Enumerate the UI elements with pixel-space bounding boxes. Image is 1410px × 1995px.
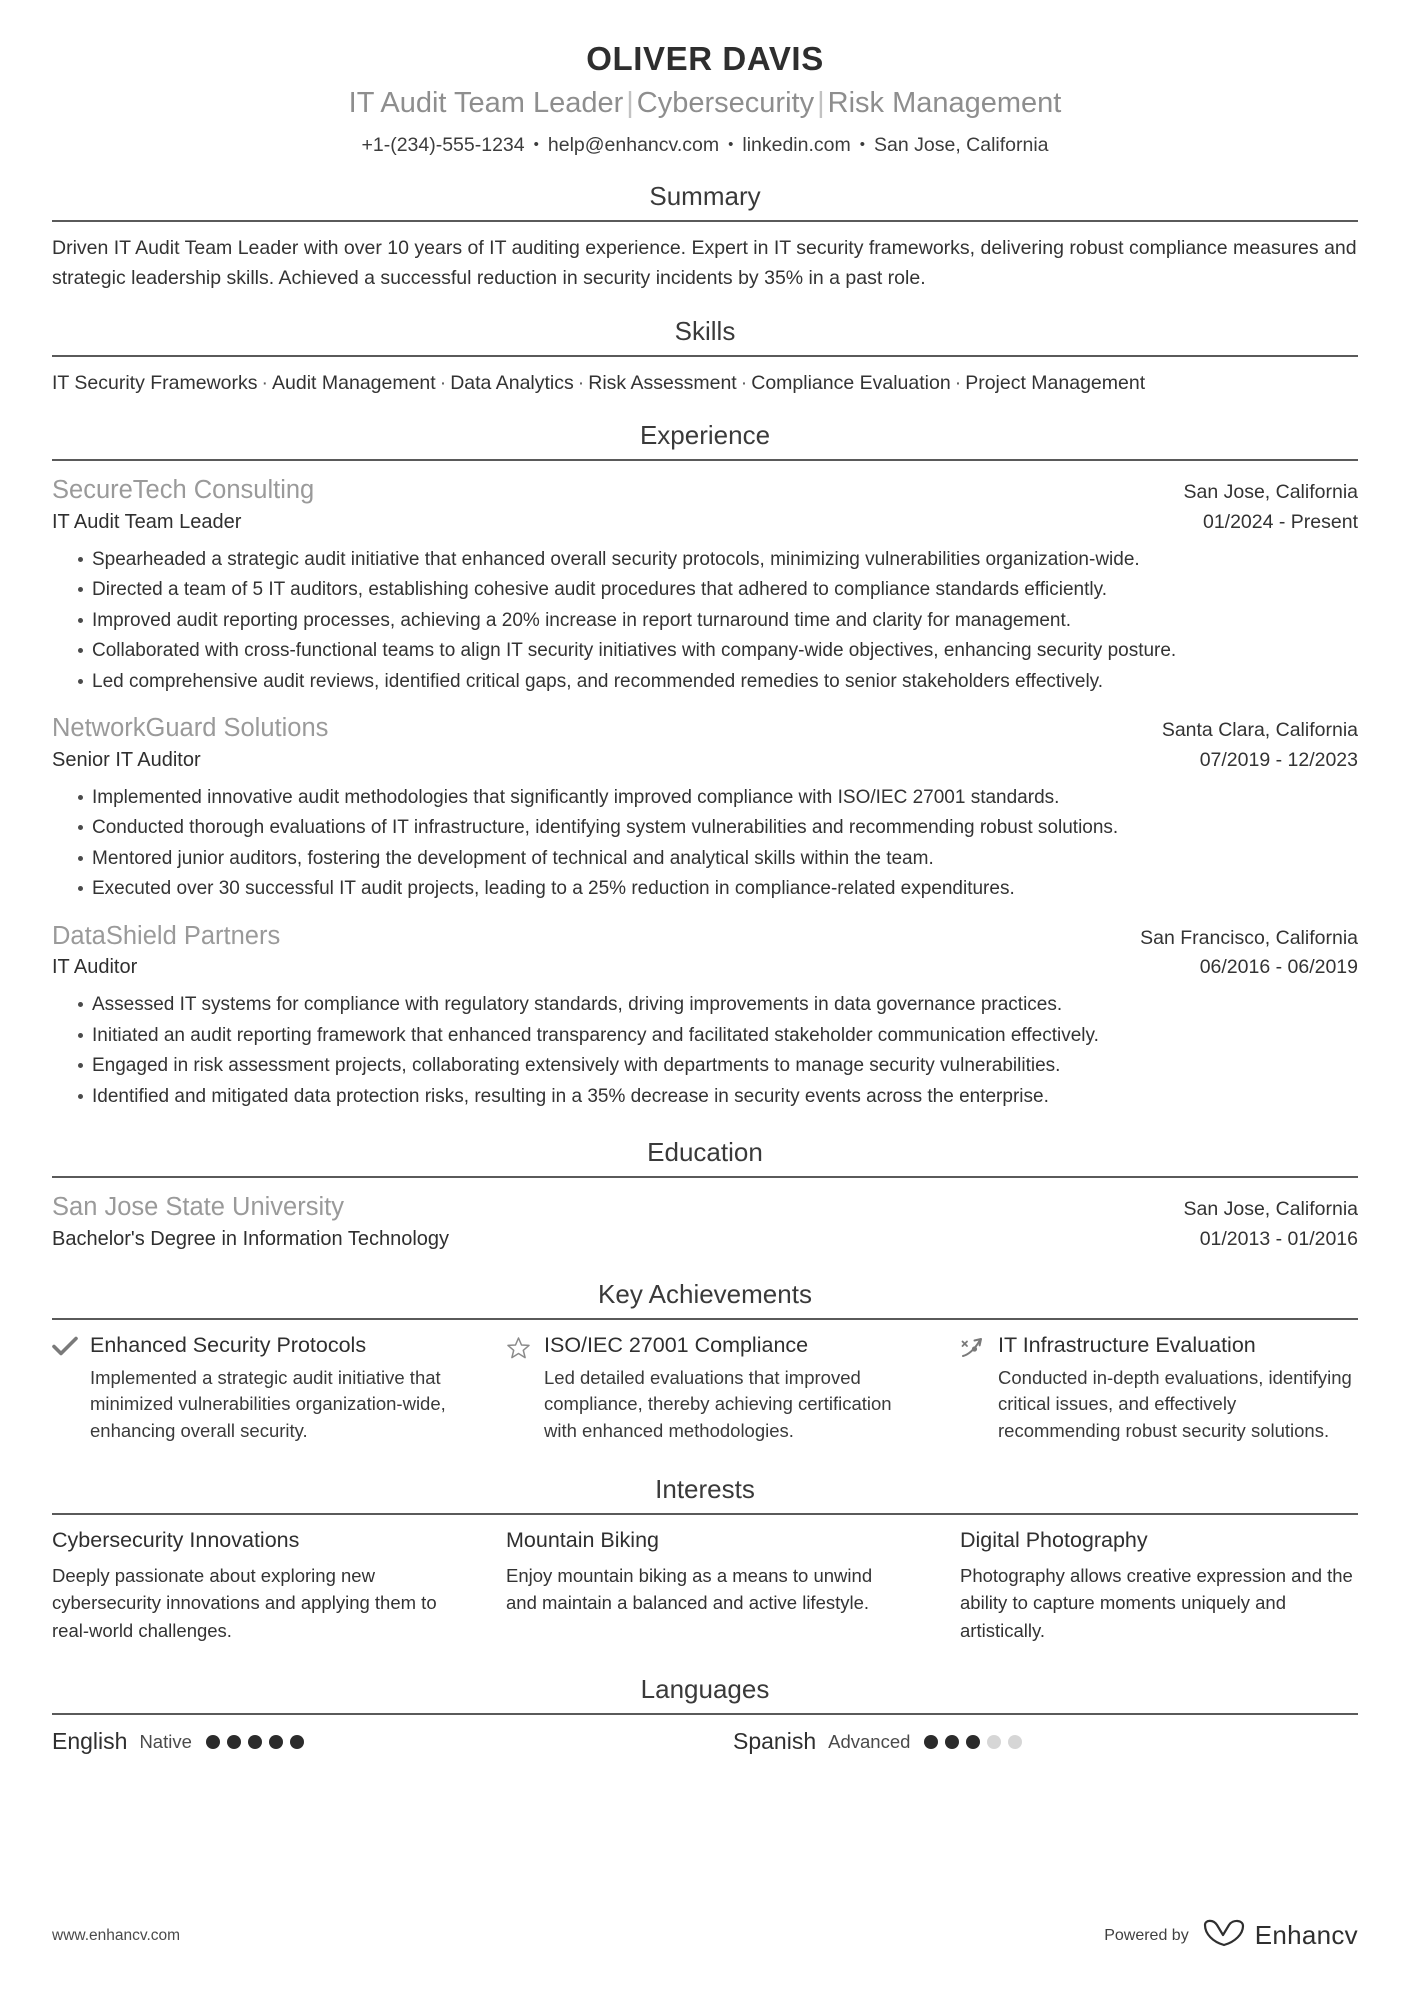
enhancv-brand [1202, 1918, 1358, 1953]
experience-entry [52, 919, 1358, 1111]
proficiency-dot-filled [945, 1735, 959, 1749]
contact-location: San Jose, California [874, 133, 1049, 156]
entry-subheader-row [52, 746, 1358, 774]
employer-name: DataShield Partners [52, 921, 281, 950]
experience-entries [52, 473, 1358, 1111]
proficiency-dot-filled [290, 1735, 304, 1749]
achievement-title: ISO/IEC 27001 Compliance [544, 1333, 809, 1358]
achievement-body [544, 1332, 904, 1444]
headline-separator: | [817, 87, 825, 120]
interest-title: Cybersecurity Innovations [52, 1528, 300, 1553]
responsibility-list [52, 783, 1358, 904]
footer-branding [1104, 1918, 1358, 1953]
section-experience [52, 420, 1358, 1111]
section-education [52, 1137, 1358, 1253]
entry-subheader-row [52, 1225, 1358, 1253]
proficiency-dots [206, 1735, 304, 1749]
skill-separator-icon: · [740, 371, 748, 394]
entry-header-row [52, 473, 1358, 507]
languages-grid [52, 1727, 1358, 1757]
section-languages [52, 1674, 1358, 1757]
skill-separator-icon: · [577, 371, 585, 394]
education-entry [52, 1190, 1358, 1253]
responsibility-item: Improved audit reporting processes, achieving a 20% increase in report turnaround time and clarity for management. [78, 606, 1358, 635]
employer-name: SecureTech Consulting [52, 476, 315, 505]
section-divider [52, 355, 1358, 357]
contact-separator-icon: • [533, 135, 539, 153]
summary-text: Driven IT Audit Team Leader with over 10 years of IT auditing experience. Expert in IT security frameworks, delivering robust compliance measures and strategic leadership skills. Achieved a successful reduction in security incidents by 35% in a past role. [52, 237, 1357, 290]
skill-separator-icon: · [954, 371, 962, 394]
section-interests [52, 1474, 1358, 1644]
resume-header [52, 30, 1358, 159]
language-item [733, 1727, 1358, 1757]
language-level: Native [139, 1731, 192, 1753]
responsibility-item: Identified and mitigated data protection risks, resulting in a 35% decrease in security events across the enterprise. [78, 1082, 1358, 1111]
job-title: Senior IT Auditor [52, 748, 201, 771]
proficiency-dot-filled [248, 1735, 262, 1749]
responsibility-item: Led comprehensive audit reviews, identified critical gaps, and recommended remedies to senior stakeholders effectively. [78, 667, 1358, 696]
responsibility-item: Executed over 30 successful IT audit projects, leading to a 25% reduction in compliance-related expenditures. [78, 874, 1358, 903]
entry-header-row [52, 1190, 1358, 1224]
achievement-title: Enhanced Security Protocols [90, 1333, 367, 1358]
responsibility-item: Implemented innovative audit methodologies that significantly improved compliance with ISO/IEC 27001 standards. [78, 783, 1358, 812]
employer-location: Santa Clara, California [1161, 719, 1358, 742]
achievement-item [506, 1332, 904, 1444]
interests-grid [52, 1527, 1358, 1644]
section-divider [52, 459, 1358, 461]
powered-by-label: Powered by [1104, 1926, 1189, 1944]
employer-location: San Jose, California [1183, 481, 1358, 504]
interest-item [506, 1527, 904, 1644]
entry-header-row [52, 919, 1358, 953]
responsibility-item: Conducted thorough evaluations of IT infrastructure, identifying system vulnerabilities and recommending robust solutions. [78, 813, 1358, 842]
section-title-key-achievements: Key Achievements [598, 1279, 812, 1310]
section-title-skills: Skills [674, 315, 736, 346]
language-level: Advanced [828, 1731, 911, 1753]
responsibility-item: Spearheaded a strategic audit initiative that enhanced overall security protocols, minimizing vulnerabilities organization-wide. [78, 545, 1358, 574]
job-title: IT Audit Team Leader [52, 510, 242, 533]
achievement-title: IT Infrastructure Evaluation [998, 1333, 1256, 1358]
section-title-interests: Interests [655, 1473, 755, 1504]
entry-header-row [52, 711, 1358, 745]
section-divider [52, 1513, 1358, 1515]
skill-item: IT Security Frameworks [52, 371, 258, 394]
interest-description: Enjoy mountain biking as a means to unwind and maintain a balanced and active lifestyle. [506, 1565, 873, 1614]
headline-part-1: Cybersecurity [636, 87, 815, 120]
experience-entry [52, 473, 1358, 696]
section-key-achievements [52, 1279, 1358, 1444]
entry-subheader-row [52, 508, 1358, 536]
proficiency-dot-filled [924, 1735, 938, 1749]
job-dates: 07/2019 - 12/2023 [1199, 748, 1358, 771]
job-dates: 06/2016 - 06/2019 [1199, 956, 1358, 979]
section-skills [52, 316, 1358, 398]
skill-separator-icon: · [261, 371, 269, 394]
responsibility-item: Engaged in risk assessment projects, collaborating extensively with departments to manage security vulnerabilities. [78, 1051, 1358, 1080]
section-divider [52, 1713, 1358, 1715]
interest-description: Photography allows creative expression and the ability to capture moments uniquely and artistically. [960, 1565, 1353, 1641]
responsibility-item: Assessed IT systems for compliance with regulatory standards, driving improvements in data governance practices. [78, 990, 1358, 1019]
achievement-description: Conducted in-depth evaluations, identifying critical issues, and effectively recommending robust security solutions. [998, 1367, 1352, 1441]
enhancv-brand-name: Enhancv [1254, 1920, 1358, 1950]
degree-title: Bachelor's Degree in Information Technology [52, 1227, 450, 1250]
enhancv-logo-icon [1202, 1918, 1246, 1953]
proficiency-dot-empty [987, 1735, 1001, 1749]
section-title-education: Education [647, 1137, 763, 1168]
skill-item: Data Analytics [450, 371, 574, 394]
candidate-headline [52, 85, 1358, 123]
language-item [52, 1727, 677, 1757]
contact-separator-icon: • [728, 135, 734, 153]
contact-line [52, 132, 1358, 159]
skill-item: Compliance Evaluation [751, 371, 951, 394]
proficiency-dot-filled [269, 1735, 283, 1749]
section-title-languages: Languages [640, 1674, 770, 1705]
skill-item: Audit Management [272, 371, 436, 394]
school-location: San Jose, California [1183, 1198, 1358, 1221]
skill-item: Project Management [965, 371, 1146, 394]
section-divider [52, 220, 1358, 222]
employer-name: NetworkGuard Solutions [52, 714, 329, 743]
headline-part-0: IT Audit Team Leader [348, 87, 624, 120]
responsibility-item: Initiated an audit reporting framework that enhanced transparency and facilitated stakeholder communication effectively. [78, 1021, 1358, 1050]
achievements-grid [52, 1332, 1358, 1444]
star-outline-icon [506, 1332, 536, 1365]
proficiency-dot-filled [227, 1735, 241, 1749]
interest-title: Mountain Biking [506, 1528, 659, 1553]
job-dates: 01/2024 - Present [1202, 510, 1358, 533]
section-title-experience: Experience [639, 420, 771, 451]
degree-dates: 01/2013 - 01/2016 [1199, 1227, 1358, 1250]
achievement-description: Led detailed evaluations that improved compliance, thereby achieving certification with enhanced methodologies. [544, 1367, 892, 1441]
achievement-item [960, 1332, 1358, 1444]
responsibility-item: Directed a team of 5 IT auditors, establishing cohesive audit procedures that adhered to compliance standards efficiently. [78, 575, 1358, 604]
skill-separator-icon: · [439, 371, 447, 394]
achievement-body [90, 1332, 450, 1444]
responsibility-item: Collaborated with cross-functional teams to align IT security initiatives with company-wide objectives, enhancing security posture. [78, 636, 1358, 665]
section-divider [52, 1176, 1358, 1178]
interest-title: Digital Photography [960, 1528, 1148, 1553]
proficiency-dot-filled [966, 1735, 980, 1749]
responsibility-list [52, 990, 1358, 1111]
responsibility-list [52, 545, 1358, 696]
contact-separator-icon: • [859, 135, 866, 153]
responsibility-item: Mentored junior auditors, fostering the development of technical and analytical skills within the team. [78, 844, 1358, 873]
section-divider [52, 1318, 1358, 1320]
contact-phone: +1-(234)-555-1234 [361, 133, 525, 156]
skills-list [52, 369, 1358, 398]
contact-email[interactable]: help@enhancv.com [547, 133, 720, 156]
checkmark-icon [52, 1332, 82, 1363]
job-title: IT Auditor [52, 956, 138, 979]
interest-item [52, 1527, 450, 1644]
page-footer [52, 1918, 1358, 1953]
achievement-item [52, 1332, 450, 1444]
headline-separator: | [626, 87, 634, 120]
interest-item [960, 1527, 1358, 1644]
proficiency-dot-filled [206, 1735, 220, 1749]
headline-part-2: Risk Management [827, 87, 1062, 120]
skill-item: Risk Assessment [588, 371, 737, 394]
employer-location: San Francisco, California [1140, 926, 1358, 949]
achievement-body [998, 1332, 1358, 1444]
language-name: English [52, 1728, 128, 1755]
contact-linkedin[interactable]: linkedin.com [742, 133, 851, 156]
entry-subheader-row [52, 953, 1358, 981]
candidate-name: OLIVER DAVIS [586, 40, 824, 77]
experience-entry [52, 711, 1358, 903]
achievement-description: Implemented a strategic audit initiative that minimized vulnerabilities organization-wide, enhancing overall security. [90, 1367, 446, 1441]
proficiency-dots [924, 1735, 1022, 1749]
school-name: San Jose State University [52, 1193, 344, 1222]
education-entries [52, 1190, 1358, 1253]
section-summary [52, 181, 1358, 293]
proficiency-dot-empty [1008, 1735, 1022, 1749]
section-title-summary: Summary [649, 181, 761, 212]
footer-website-url[interactable]: www.enhancv.com [52, 1926, 181, 1944]
language-name: Spanish [733, 1728, 817, 1755]
interest-description: Deeply passionate about exploring new cybersecurity innovations and applying them to real-world challenges. [52, 1565, 437, 1641]
rocket-trajectory-icon [960, 1332, 990, 1365]
